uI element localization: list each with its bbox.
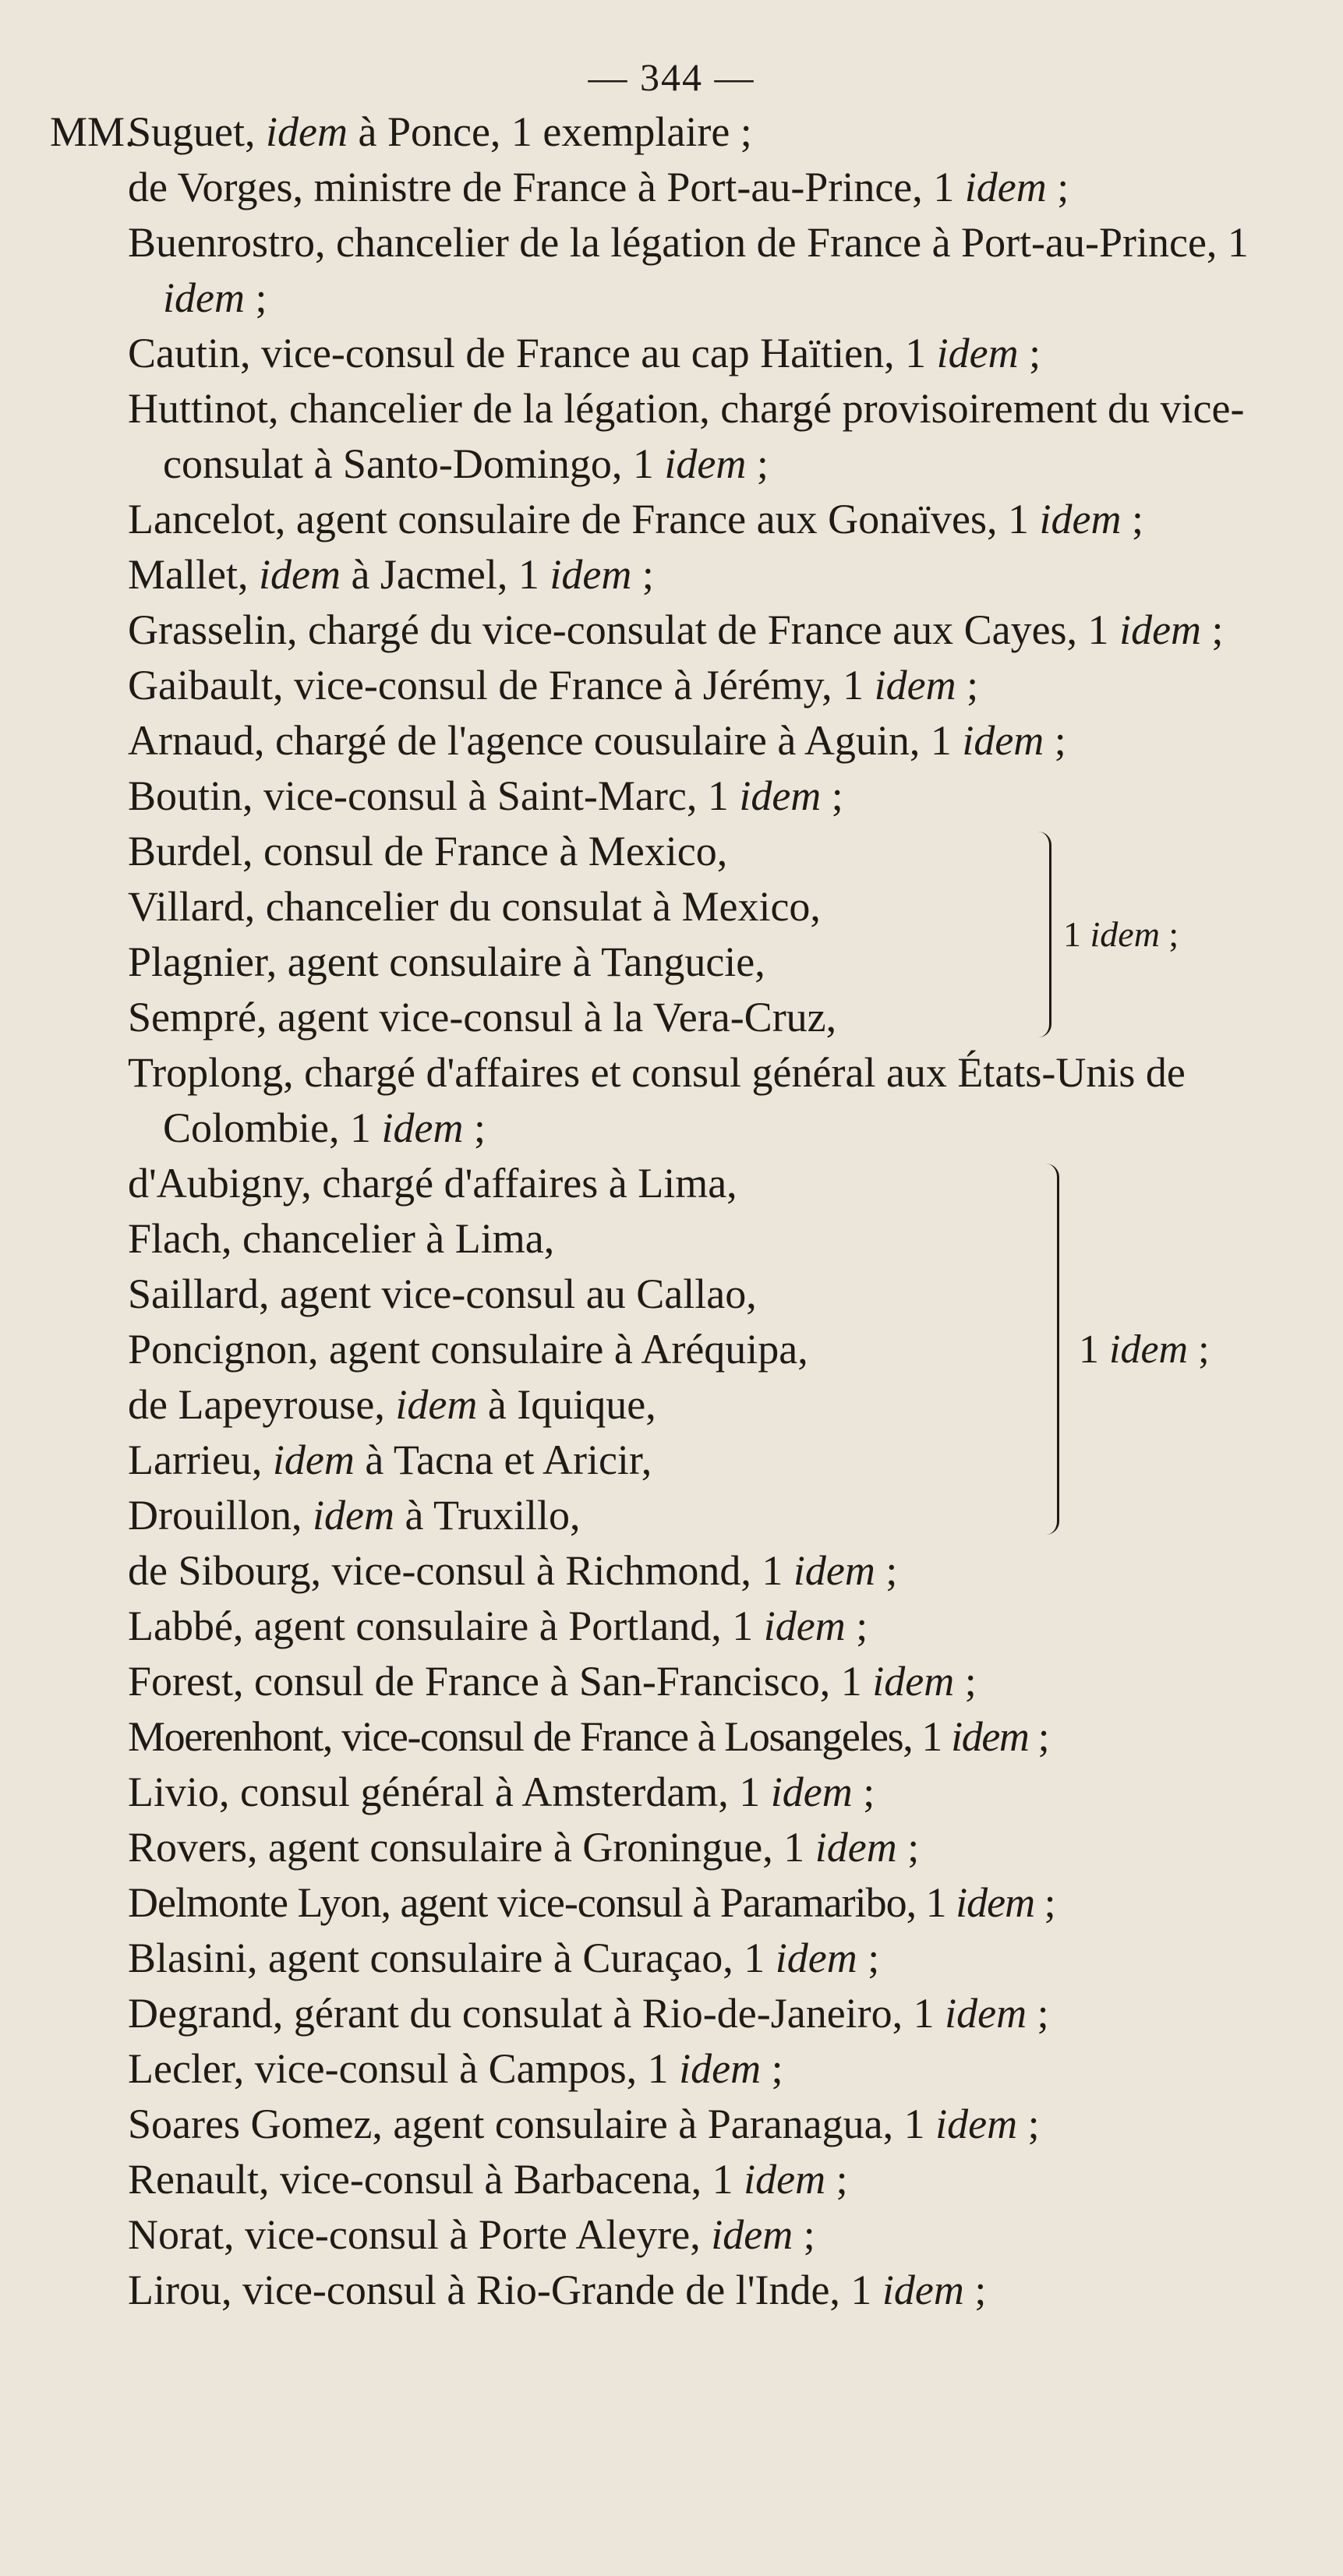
list-item: Moerenhont, vice-consul de France à Losangeles, 1 idem ; — [128, 1713, 1049, 1760]
list-item: Soares Gomez, agent consulaire à Paranagua, 1 idem ; — [128, 2101, 1040, 2147]
list-item: Sempré, agent vice-consul à la Vera-Cruz, — [128, 994, 837, 1041]
list-item: Villard, chancelier du consulat à Mexico, — [128, 883, 821, 930]
list-item: de Sibourg, vice-consul à Richmond, 1 idem ; — [128, 1547, 898, 1594]
list-item: Lancelot, agent consulaire de France aux Gonaïves, 1 idem ; — [128, 496, 1144, 542]
bracket-group-mexico — [128, 824, 1320, 1045]
list-item: Larrieu, idem à Tacna et Aricir, — [128, 1436, 652, 1483]
list-item: Arnaud, chargé de l'agence cousulaire à Aguin, 1 idem ; — [128, 717, 1066, 764]
list-item: Gaibault, vice-consul de France à Jérémy, 1 idem ; — [128, 662, 979, 708]
page-number: — 344 — — [588, 55, 755, 99]
list-item: MM.Suguet, idem à Ponce, 1 exemplaire ; — [50, 108, 752, 155]
list-item: Delmonte Lyon, agent vice-consul à Paramaribo, 1 idem ; — [128, 1879, 1055, 1926]
list-item: Flach, chancelier à Lima, — [128, 1215, 555, 1262]
list-item: Troplong, chargé d'affaires et consul général aux États-Unis de Colombie, 1 idem ; — [128, 1049, 1186, 1151]
list-item: Blasini, agent consulaire à Curaçao, 1 idem ; — [128, 1935, 880, 1981]
list-item: Lirou, vice-consul à Rio-Grande de l'Inde, 1 idem ; — [128, 2267, 987, 2313]
list-item: Rovers, agent consulaire à Groningue, 1 idem ; — [128, 1824, 920, 1871]
list-item: Cautin, vice-consul de France au cap Haïtien, 1 idem ; — [128, 330, 1041, 376]
group-brace — [1038, 832, 1051, 1037]
list-item: Norat, vice-consul à Porte Aleyre, idem ; — [128, 2211, 815, 2258]
recipient-list — [50, 104, 1320, 2318]
list-item: Saillard, agent vice-consul au Callao, — [128, 1270, 757, 1317]
list-item: Livio, consul général à Amsterdam, 1 idem ; — [128, 1769, 875, 1815]
list-item: Degrand, gérant du consulat à Rio-de-Janeiro, 1 idem ; — [128, 1990, 1049, 2037]
group-note: 1 idem ; — [1063, 914, 1179, 954]
list-item: Huttinot, chancelier de la légation, chargé provisoirement du vice-consulat à Santo-Domingo, 1 idem ; — [128, 385, 1245, 487]
list-item: Labbé, agent consulaire à Portland, 1 idem ; — [128, 1602, 868, 1649]
list-item: Lecler, vice-consul à Campos, 1 idem ; — [128, 2045, 783, 2092]
list-item: Buenrostro, chancelier de la légation de France à Port-au-Prince, 1 idem ; — [128, 219, 1249, 321]
list-item: Mallet, idem à Jacmel, 1 idem ; — [128, 551, 654, 598]
list-item: Drouillon, idem à Truxillo, — [128, 1492, 581, 1539]
list-item: Forest, consul de France à San-Francisco, 1 idem ; — [128, 1658, 977, 1705]
list-item: Boutin, vice-consul à Saint-Marc, 1 idem ; — [128, 772, 843, 819]
list-item: Plagnier, agent consulaire à Tangucie, — [128, 938, 765, 985]
list-item: de Vorges, ministre de France à Port-au-Prince, 1 idem ; — [128, 164, 1069, 210]
list-item: Burdel, consul de France à Mexico, — [128, 828, 728, 875]
bracket-group-lima — [128, 1156, 1320, 1543]
list-item: Renault, vice-consul à Barbacena, 1 idem ; — [128, 2156, 848, 2203]
list-item: Poncignon, agent consulaire à Aréquipa, — [128, 1326, 808, 1373]
list-item: de Lapeyrouse, idem à Iquique, — [128, 1381, 656, 1428]
group-note: 1 idem ; — [1079, 1327, 1210, 1372]
list-item: Grasselin, chargé du vice-consulat de France aux Cayes, 1 idem ; — [128, 606, 1224, 653]
list-item: d'Aubigny, chargé d'affaires à Lima, — [128, 1160, 737, 1207]
group-brace — [1046, 1164, 1059, 1535]
